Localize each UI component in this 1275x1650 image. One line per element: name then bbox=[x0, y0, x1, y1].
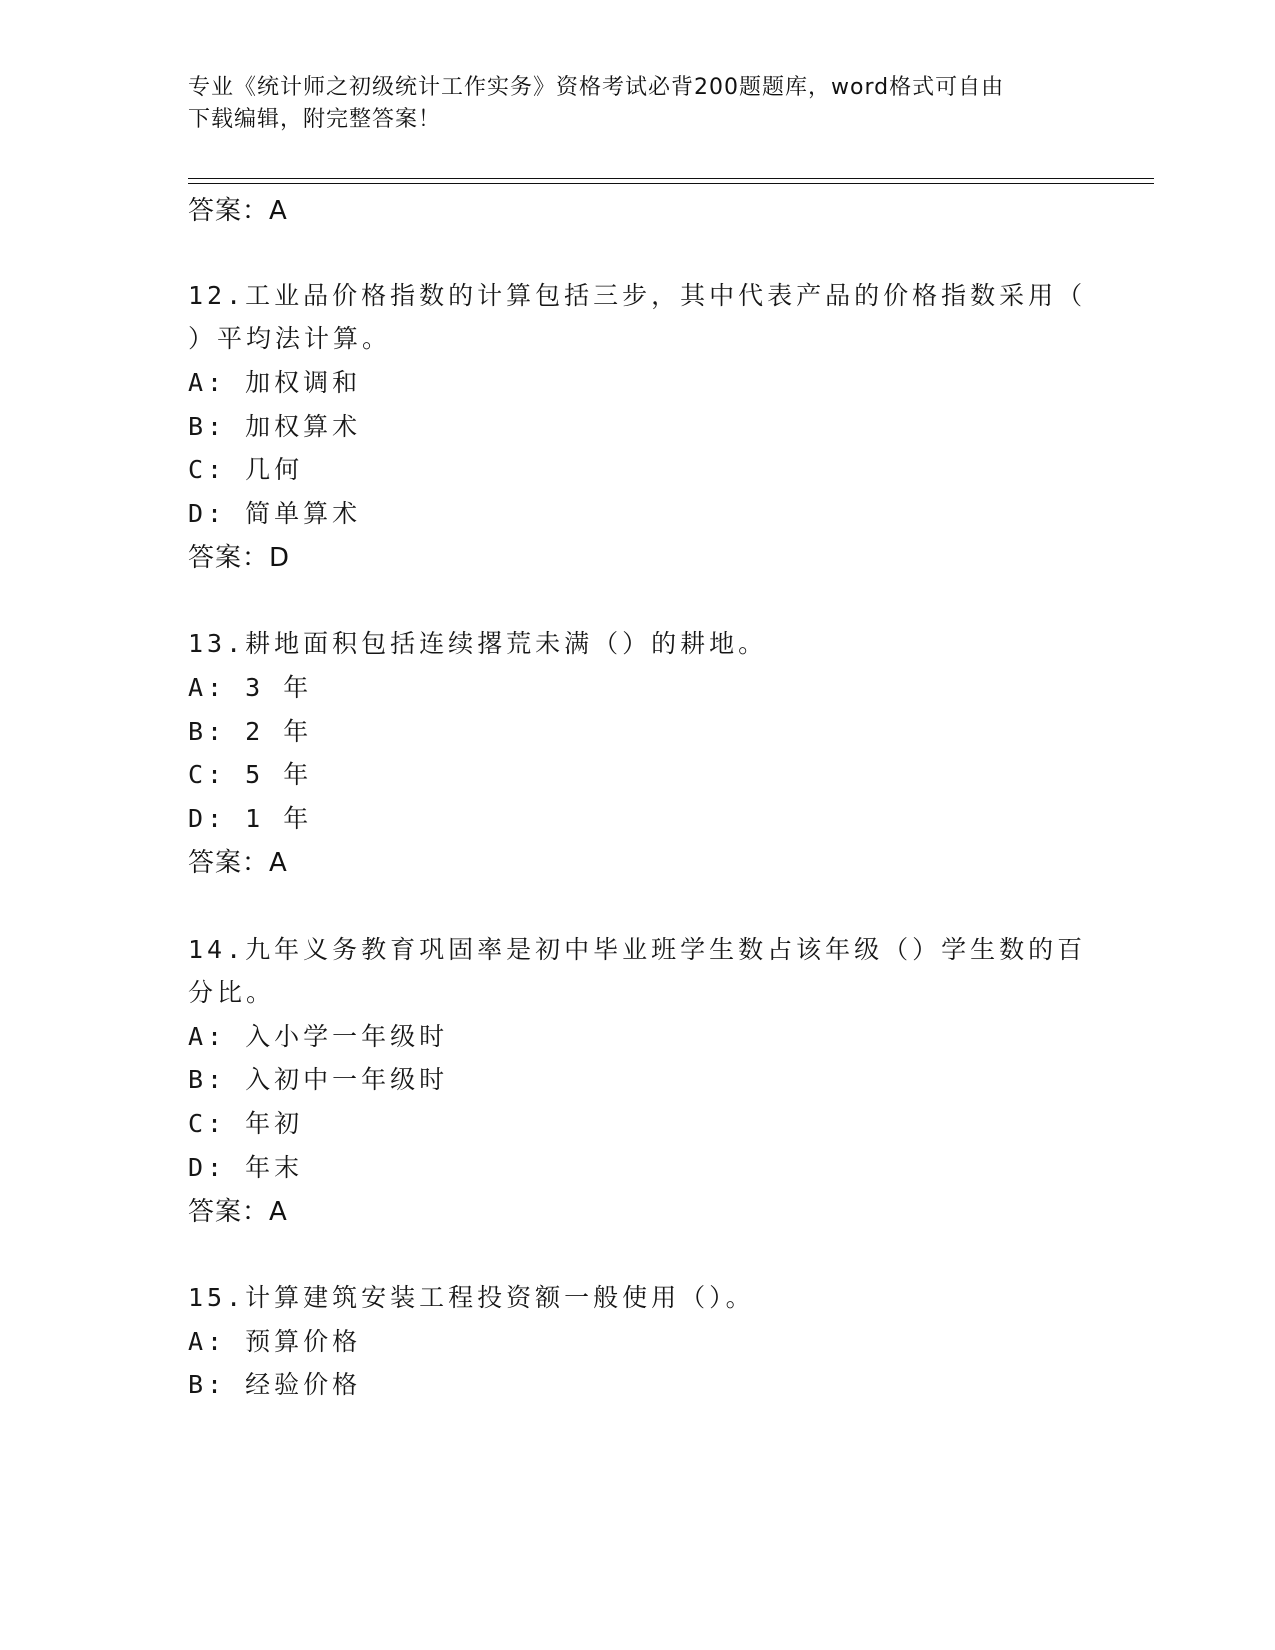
question-14-option-d: D: 年末 bbox=[188, 1153, 304, 1182]
question-14-option-c: C: 年初 bbox=[188, 1109, 304, 1138]
question-12-stem-line-2: ）平均法计算。 bbox=[188, 324, 392, 353]
question-12-option-c: C: 几何 bbox=[188, 455, 304, 484]
question-14-option-b: B: 入初中一年级时 bbox=[188, 1065, 449, 1094]
question-13-option-a: A: 3 年 bbox=[188, 673, 313, 702]
question-14-option-a: A: 入小学一年级时 bbox=[188, 1022, 449, 1051]
question-12-stem-line-1: 12.工业品价格指数的计算包括三步，其中代表产品的价格指数采用（ bbox=[188, 281, 1087, 310]
page-header bbox=[188, 72, 1088, 136]
header-divider-top bbox=[188, 178, 1154, 179]
question-13-option-b: B: 2 年 bbox=[188, 717, 313, 746]
header-line-2: 下载编辑，附完整答案！ bbox=[188, 107, 442, 132]
question-12-option-a: A: 加权调和 bbox=[188, 368, 362, 397]
question-14-stem-line-1: 14.九年义务教育巩固率是初中毕业班学生数占该年级（）学生数的百 bbox=[188, 935, 1087, 964]
header-divider-bottom bbox=[188, 183, 1154, 184]
question-14-stem-line-2: 分比。 bbox=[188, 978, 276, 1007]
question-13-option-d: D: 1 年 bbox=[188, 804, 313, 833]
question-15-option-b: B: 经验价格 bbox=[188, 1370, 362, 1399]
question-13-option-c: C: 5 年 bbox=[188, 760, 313, 789]
question-12-option-d: D: 简单算术 bbox=[188, 499, 362, 528]
question-13-stem-line-1: 13.耕地面积包括连续撂荒未满（）的耕地。 bbox=[188, 629, 768, 658]
header-line-1: 专业《统计师之初级统计工作实务》资格考试必背200题题库，word格式可自由 bbox=[188, 75, 1005, 100]
question-14-answer: 答案：A bbox=[188, 1197, 288, 1227]
question-15-option-a: A: 预算价格 bbox=[188, 1327, 362, 1356]
question-12-option-b: B: 加权算术 bbox=[188, 412, 362, 441]
question-15-stem-line-1: 15.计算建筑安装工程投资额一般使用（）。 bbox=[188, 1283, 755, 1312]
question-13-answer: 答案：A bbox=[188, 848, 288, 878]
previous-answer: 答案：A bbox=[188, 196, 288, 226]
question-12-answer: 答案：D bbox=[188, 543, 291, 573]
